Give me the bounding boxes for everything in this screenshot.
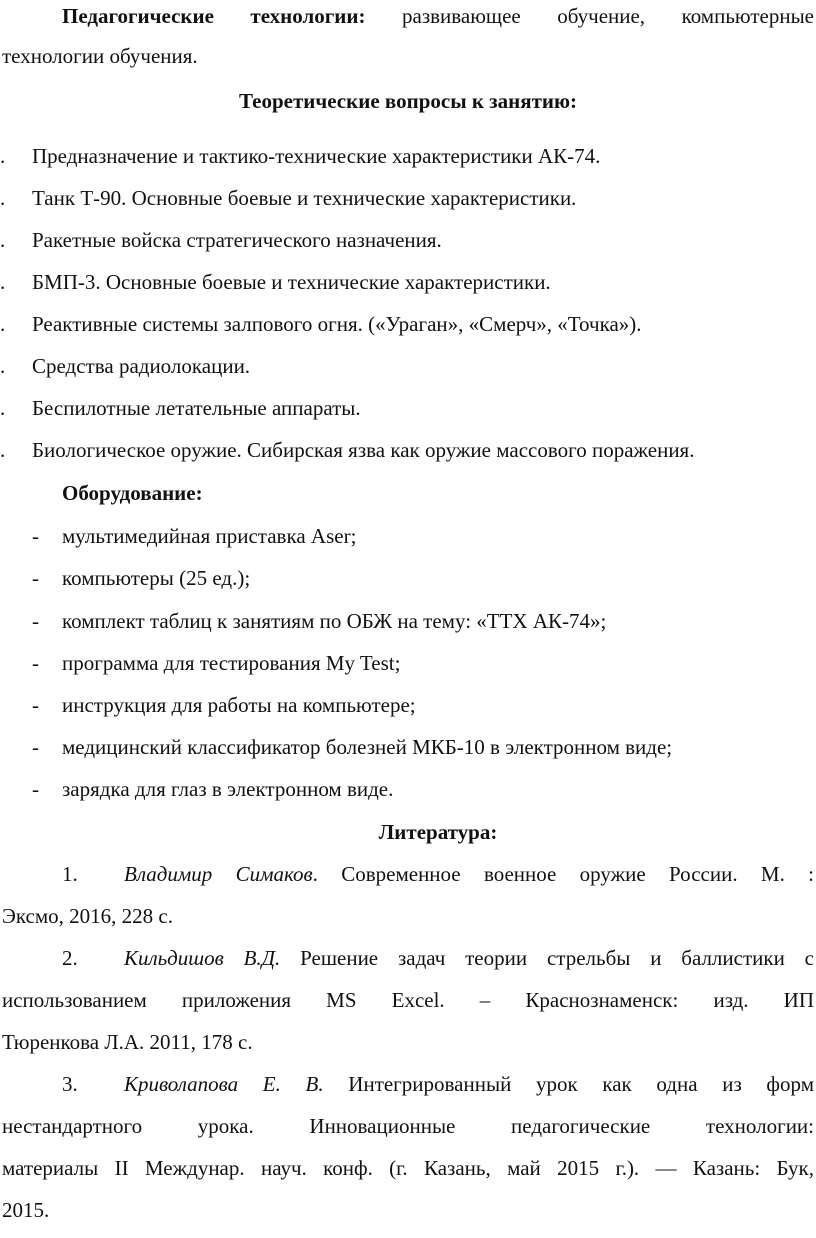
literature-item-1-line-1 (124, 862, 814, 887)
literature-num: 1. (62, 862, 78, 886)
theory-num: . (0, 186, 6, 210)
theory-item: Реактивные системы залпового огня. («Ураган», «Смерч», «Точка»). (32, 312, 642, 336)
literature-author: Кильдишов В.Д. (124, 946, 281, 970)
theory-num: . (0, 354, 6, 378)
theory-item: Танк Т-90. Основные боевые и технические характеристики. (32, 186, 577, 210)
theory-num: . (0, 144, 6, 168)
theory-num: . (0, 396, 6, 420)
literature-item-1-line-2: Эксмо, 2016, 228 с. (2, 904, 173, 928)
equipment-item: программа для тестирования My Test; (62, 651, 401, 675)
literature-num: 3. (62, 1072, 78, 1096)
literature-title: Решение задач теории стрельбы и баллистики с (280, 946, 814, 970)
literature-item-2-line-2: использованием приложения MS Excel. – Краснознаменск: изд. ИП (2, 988, 814, 1012)
theory-item: Беспилотные летательные аппараты. (32, 396, 361, 420)
equipment-item: компьютеры (25 ед.); (62, 566, 251, 590)
tech-text: развивающее обучение, компьютерные (402, 4, 814, 28)
bullet-dash: - (32, 609, 39, 633)
literature-item-3-line-4: 2015. (2, 1198, 50, 1222)
theory-item: Биологическое оружие. Сибирская язва как оружие массового поражения. (32, 438, 695, 462)
literature-heading: Литература: (378, 820, 498, 844)
literature-title: . Современное военное оружие России. М. : (312, 862, 814, 886)
bullet-dash: - (32, 566, 39, 590)
bullet-dash: - (32, 735, 39, 759)
theory-num: . (0, 270, 6, 294)
equipment-item: комплект таблиц к занятиям по ОБЖ на тему: «ТТХ АК-74»; (62, 609, 607, 633)
bullet-dash: - (32, 524, 39, 548)
theory-num: . (0, 438, 6, 462)
literature-item-3-line-2: нестандартного урока. Инновационные педагогические технологии: (2, 1114, 814, 1138)
equipment-heading: Оборудование: (62, 481, 203, 505)
literature-item-2-line-1 (124, 946, 814, 971)
literature-item-2-line-3: Тюренкова Л.А. 2011, 178 с. (2, 1030, 253, 1054)
theory-item: Средства радиолокации. (32, 354, 251, 378)
literature-item-3-line-1 (124, 1072, 814, 1097)
tech-label: Педагогические технологии: (62, 4, 366, 28)
bullet-dash: - (32, 693, 39, 717)
equipment-item: мультимедийная приставка Aser; (62, 524, 357, 548)
theory-num: . (0, 228, 6, 252)
theory-heading: Теоретические вопросы к занятию: (238, 89, 578, 113)
tech-line-1 (62, 4, 814, 29)
theory-item: Предназначение и тактико-технические характеристики АК-74. (32, 144, 601, 168)
literature-item-3-line-3: материалы II Междунар. науч. конф. (г. Казань, май 2015 г.). — Казань: Бук, (2, 1156, 814, 1180)
literature-num: 2. (62, 946, 78, 970)
theory-num: . (0, 312, 6, 336)
bullet-dash: - (32, 777, 39, 801)
literature-author: Владимир Симаков (124, 862, 313, 886)
equipment-item: медицинский классификатор болезней МКБ-10 в электронном виде; (62, 735, 673, 759)
equipment-item: инструкция для работы на компьютере; (62, 693, 416, 717)
equipment-item: зарядка для глаз в электронном виде. (62, 777, 394, 801)
literature-author: Криволапова Е. В. (124, 1072, 324, 1096)
theory-item: БМП-3. Основные боевые и технические характеристики. (32, 270, 551, 294)
literature-title: Интегрированный урок как одна из форм (323, 1072, 814, 1096)
bullet-dash: - (32, 651, 39, 675)
theory-item: Ракетные войска стратегического назначения. (32, 228, 442, 252)
tech-line-2: технологии обучения. (2, 44, 198, 68)
